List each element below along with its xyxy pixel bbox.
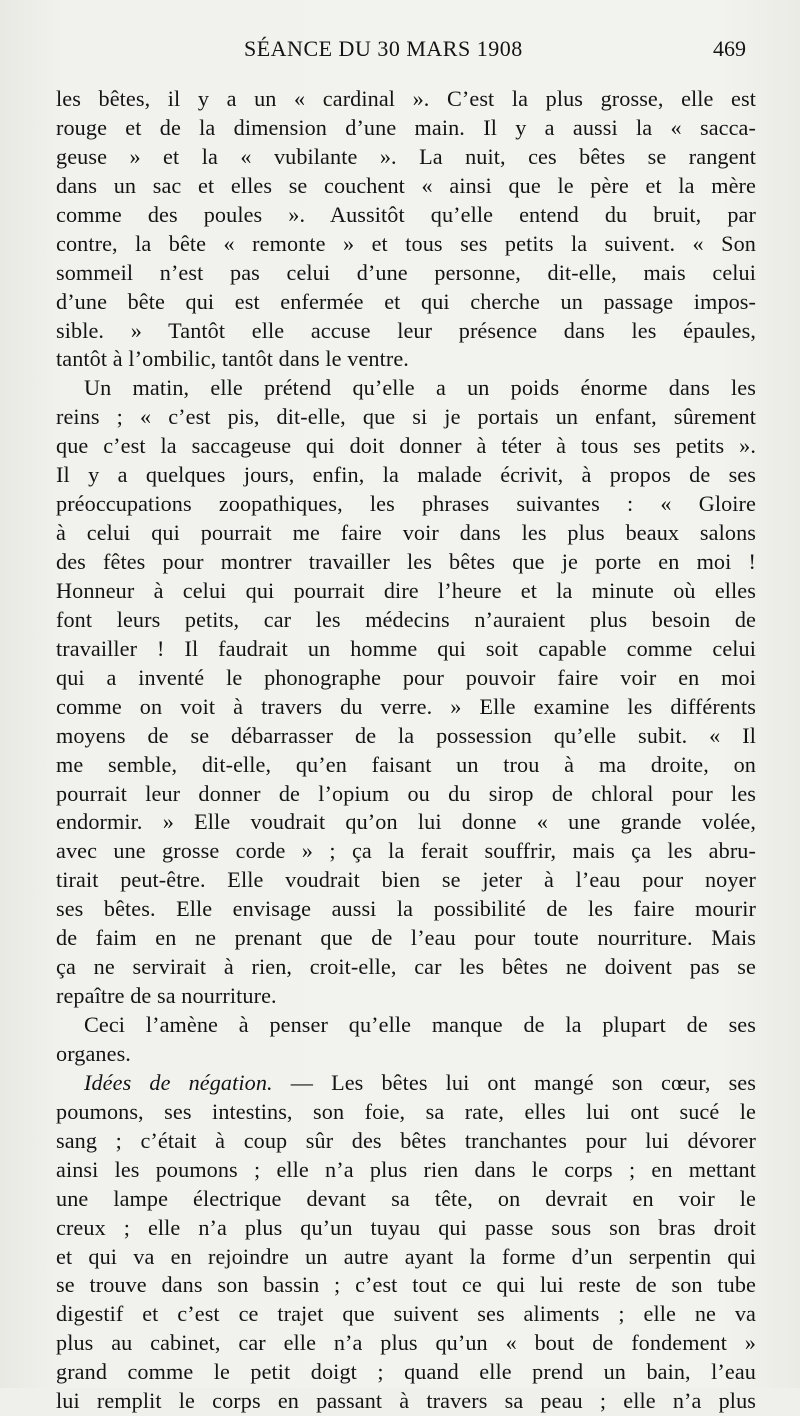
text-line bbox=[56, 808, 756, 837]
text-line bbox=[56, 606, 756, 635]
text-line bbox=[56, 924, 756, 953]
line-text: travailler ! Il faudrait un homme qui soit capable comme celui bbox=[56, 635, 756, 661]
line-text: de faim en ne prenant que de l’eau pour toute nourriture. Mais bbox=[56, 925, 756, 951]
line-text: rouge et de la dimension d’une main. Il y a aussi la « sacca- bbox=[56, 114, 756, 140]
text-line bbox=[56, 403, 756, 432]
line-text: sang ; c’était à coup sûr des bêtes tranchantes pour lui dévorer bbox=[56, 1127, 756, 1153]
line-text: font leurs petits, car les médecins n’auraient plus besoin de bbox=[56, 606, 756, 632]
line-text: Un matin, elle prétend qu’elle a un poids énorme dans les bbox=[84, 375, 756, 401]
line-text: reins ; « c’est pis, dit-elle, que si je portais un enfant, sûrement bbox=[56, 404, 756, 430]
line-text: ainsi les poumons ; elle n’a plus rien dans le corps ; en mettant bbox=[56, 1156, 756, 1182]
line-text: sible. » Tantôt elle accuse leur présence dans les épaules, bbox=[56, 317, 756, 343]
text-line bbox=[56, 1329, 756, 1358]
line-text: lui remplit le corps en passant à travers sa peau ; elle n’a plus bbox=[56, 1388, 756, 1414]
line-text: — Les bêtes lui ont mangé son cœur, ses bbox=[272, 1069, 756, 1095]
line-text: digestif et c’est ce trajet que suivent ses aliments ; elle ne va bbox=[56, 1301, 756, 1327]
text-line bbox=[56, 722, 756, 751]
line-text: avec une grosse corde » ; ça la ferait souffrir, mais ça les abru- bbox=[56, 838, 756, 864]
text-line bbox=[56, 1011, 756, 1040]
text-line bbox=[56, 1387, 756, 1416]
line-text: poumons, ses intestins, son foie, sa rate, elles lui ont sucé le bbox=[56, 1098, 756, 1124]
text-line bbox=[56, 664, 756, 693]
running-title: SÉANCE DU 30 MARS 1908 bbox=[244, 36, 523, 61]
text-line bbox=[56, 895, 756, 924]
text-line bbox=[56, 1300, 756, 1329]
line-text: tirait peut-être. Elle voudrait bien se jeter à l’eau pour noyer bbox=[56, 867, 756, 893]
line-text: les bêtes, il y a un « cardinal ». C’est la plus grosse, elle est bbox=[56, 86, 756, 111]
body-text bbox=[56, 85, 756, 1416]
line-text: me semble, dit-elle, qu’en faisant un trou à ma droite, on bbox=[56, 751, 756, 777]
line-text: contre, la bête « remonte » et tous ses petits la suivent. « Son bbox=[56, 230, 756, 256]
text-line bbox=[56, 1040, 756, 1069]
text-line bbox=[56, 345, 756, 374]
line-text: sommeil n’est pas celui d’une personne, dit-elle, mais celui bbox=[56, 259, 756, 285]
text-line bbox=[56, 635, 756, 664]
text-line bbox=[56, 1214, 756, 1243]
line-text: comme on voit à travers du verre. » Elle examine les différents bbox=[56, 693, 756, 719]
line-text: ses bêtes. Elle envisage aussi la possibilité de les faire mourir bbox=[56, 896, 756, 922]
line-text: repaître de sa nourriture. bbox=[56, 983, 277, 1009]
text-line bbox=[56, 490, 756, 519]
line-text: une lampe électrique devant sa tête, on devrait en voir le bbox=[56, 1185, 756, 1211]
line-text: dans un sac et elles se couchent « ainsi que le père et la mère bbox=[56, 172, 756, 198]
text-line bbox=[56, 1156, 756, 1185]
text-line bbox=[56, 317, 756, 346]
section-heading: Idées de négation. bbox=[84, 1069, 273, 1095]
line-text: plus au cabinet, car elle n’a plus qu’un « bout de fondement » bbox=[56, 1330, 756, 1356]
text-line bbox=[56, 172, 756, 201]
text-line bbox=[56, 577, 756, 606]
line-text: moyens de se débarrasser de la possession qu’elle subit. « Il bbox=[56, 722, 756, 748]
line-text: grand comme le petit doigt ; quand elle prend un bain, l’eau bbox=[56, 1359, 756, 1385]
text-line bbox=[56, 85, 756, 114]
line-text: qui a inventé le phonographe pour pouvoir faire voir en moi bbox=[56, 664, 756, 690]
text-line bbox=[56, 548, 756, 577]
text-line bbox=[56, 461, 756, 490]
text-line bbox=[56, 288, 756, 317]
text-line bbox=[56, 751, 756, 780]
line-text: geuse » et la « vubilante ». La nuit, ces bêtes se rangent bbox=[56, 143, 756, 169]
text-line bbox=[56, 1243, 756, 1272]
line-text: d’une bête qui est enfermée et qui cherche un passage impos- bbox=[56, 288, 756, 314]
text-line bbox=[56, 1185, 756, 1214]
page-number: 469 bbox=[713, 36, 746, 61]
line-text: à celui qui pourrait me faire voir dans les plus beaux salons bbox=[56, 520, 756, 546]
text-line bbox=[56, 693, 756, 722]
text-line bbox=[56, 1358, 756, 1387]
text-line bbox=[56, 201, 756, 230]
text-line bbox=[56, 1069, 756, 1098]
line-text: que c’est la saccageuse qui doit donner à téter à tous ses petits ». bbox=[56, 433, 756, 459]
line-text: Honneur à celui qui pourrait dire l’heure et la minute où elles bbox=[56, 577, 756, 603]
page-header bbox=[56, 36, 746, 66]
line-text: creux ; elle n’a plus qu’un tuyau qui passe sous son bras droit bbox=[56, 1214, 756, 1240]
text-line bbox=[56, 1271, 756, 1300]
line-text: pourrait leur donner de l’opium ou du sirop de chloral pour les bbox=[56, 780, 756, 806]
text-line bbox=[56, 837, 756, 866]
text-line bbox=[56, 780, 756, 809]
line-text: Il y a quelques jours, enfin, la malade écrivit, à propos de ses bbox=[56, 462, 756, 488]
line-text: comme des poules ». Aussitôt qu’elle entend du bruit, par bbox=[56, 201, 756, 227]
line-text: endormir. » Elle voudrait qu’on lui donne « une grande volée, bbox=[56, 809, 756, 835]
text-line bbox=[56, 432, 756, 461]
text-line bbox=[56, 519, 756, 548]
text-line bbox=[56, 230, 756, 259]
text-line bbox=[56, 114, 756, 143]
line-text: tantôt à l’ombilic, tantôt dans le ventre. bbox=[56, 346, 409, 372]
text-line bbox=[56, 374, 756, 403]
text-line bbox=[56, 143, 756, 172]
text-line bbox=[56, 1127, 756, 1156]
text-line bbox=[56, 1098, 756, 1127]
line-text: préoccupations zoopathiques, les phrases suivantes : « Gloire bbox=[56, 491, 756, 517]
text-line bbox=[56, 259, 756, 288]
text-line bbox=[56, 982, 756, 1011]
line-text: organes. bbox=[56, 1040, 131, 1066]
line-text: des fêtes pour montrer travailler les bêtes que je porte en moi ! bbox=[56, 549, 756, 574]
text-line bbox=[56, 953, 756, 982]
line-text: ça ne servirait à rien, croit-elle, car les bêtes ne doivent pas se bbox=[56, 954, 756, 980]
line-text: se trouve dans son bassin ; c’est tout ce qui lui reste de son tube bbox=[56, 1272, 756, 1298]
line-text: et qui va en rejoindre un autre ayant la forme d’un serpentin qui bbox=[56, 1243, 756, 1269]
text-line bbox=[56, 866, 756, 895]
line-text: Ceci l’amène à penser qu’elle manque de la plupart de ses bbox=[84, 1012, 756, 1037]
